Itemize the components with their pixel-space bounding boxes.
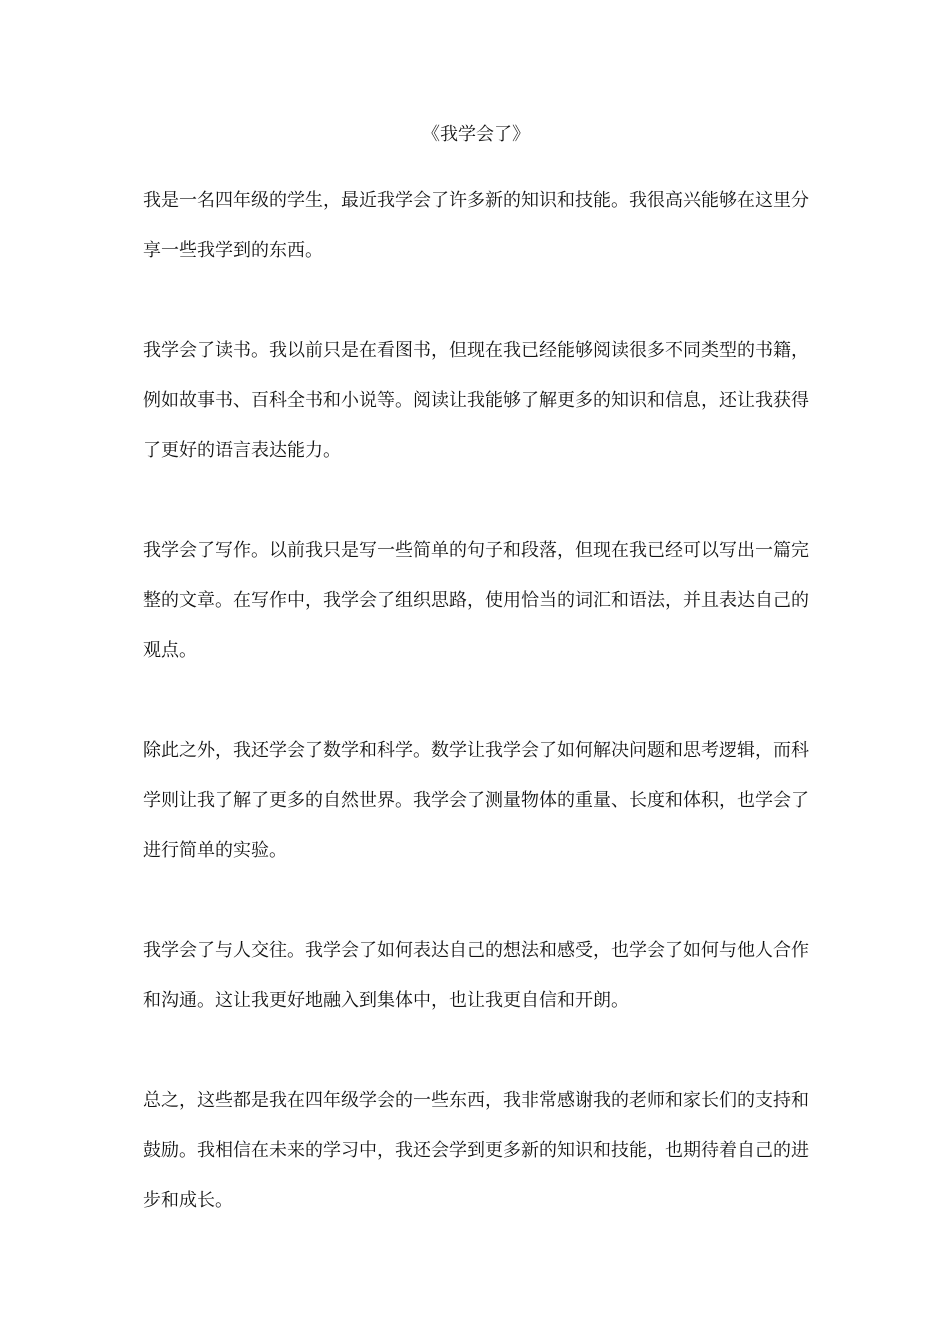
document-title: 《我学会了》 — [422, 124, 530, 145]
document-page — [143, 118, 809, 1276]
paragraph-conclusion: 总之，这些都是我在四年级学会的一些东西，我非常感谢我的老师和家长们的支持和鼓励。我相信在未来的学习中，我还会学到更多新的知识和技能，也期待着自己的进步和成长。 — [143, 1090, 809, 1211]
paragraph-social: 我学会了与人交往。我学会了如何表达自己的想法和感受，也学会了如何与他人合作和沟通。这让我更好地融入到集体中，也让我更自信和开朗。 — [143, 940, 809, 1011]
paragraph-writing: 我学会了写作。以前我只是写一些简单的句子和段落，但现在我已经可以写出一篇完整的文章。在写作中，我学会了组织思路，使用恰当的词汇和语法，并且表达自己的观点。 — [143, 540, 809, 661]
paragraph-math-science: 除此之外，我还学会了数学和科学。数学让我学会了如何解决问题和思考逻辑，而科学则让我了解了更多的自然世界。我学会了测量物体的重量、长度和体积，也学会了进行简单的实验。 — [143, 740, 809, 861]
paragraph-reading: 我学会了读书。我以前只是在看图书，但现在我已经能够阅读很多不同类型的书籍，例如故事书、百科全书和小说等。阅读让我能够了解更多的知识和信息，还让我获得了更好的语言表达能力。 — [143, 340, 809, 461]
paragraph-intro: 我是一名四年级的学生，最近我学会了许多新的知识和技能。我很高兴能够在这里分享一些我学到的东西。 — [143, 190, 809, 261]
